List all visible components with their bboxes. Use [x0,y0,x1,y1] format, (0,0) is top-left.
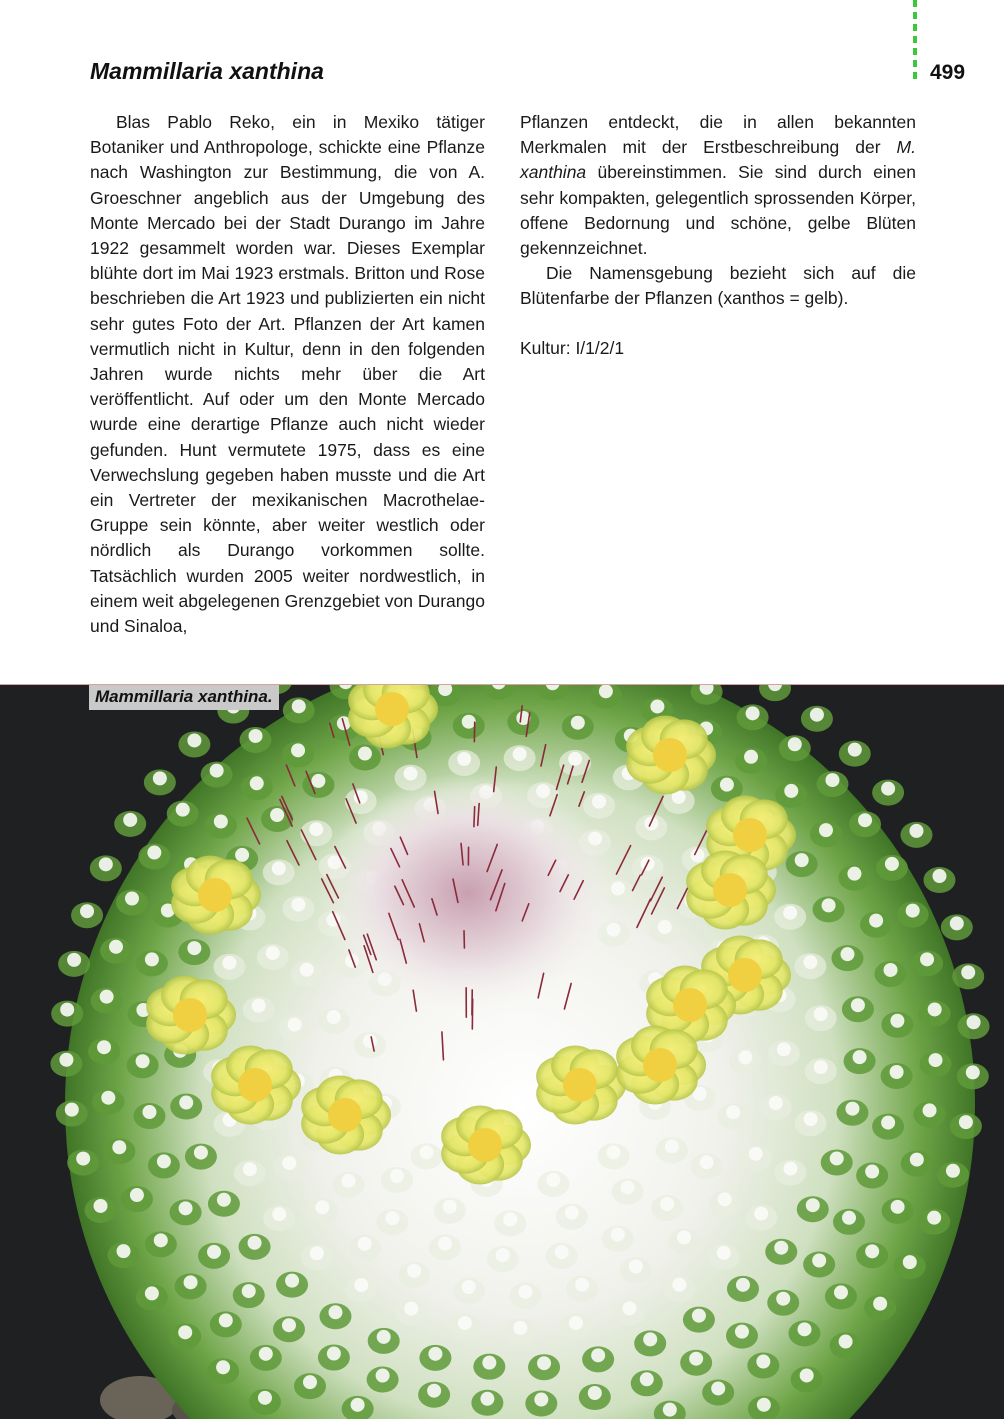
text-column-right [520,110,916,312]
text-column-left [90,110,485,639]
areole-wool [482,1356,496,1370]
areole-wool [891,1200,905,1214]
areole-wool [777,1042,791,1056]
areole-wool [407,1264,421,1278]
areole-wool [910,1153,924,1167]
areole-wool [717,1246,731,1260]
areole-wool [496,1248,510,1262]
areole-wool [757,1398,771,1412]
areole-wool [270,808,284,822]
flower-center [375,692,409,726]
cactus-photo [0,684,1004,1419]
areole-wool [848,743,862,757]
areole-wool [840,947,854,961]
cactus-apex [318,773,618,1013]
areole-wool [677,1230,691,1244]
areole-wool [640,1372,654,1386]
areole-wool [354,1278,368,1292]
page-marker-bar [913,0,917,82]
areole-wool [810,708,824,722]
areole-wool [60,1003,74,1017]
areole-wool [946,1164,960,1178]
areole-wool [328,1305,342,1319]
areole-wool [291,898,305,912]
areole-wool [76,1152,90,1166]
areole-wool [749,1147,763,1161]
areole-wool [250,776,264,790]
areole-wool [142,1105,156,1119]
areole-wool [217,1193,231,1207]
areole-wool [179,1096,193,1110]
areole-wool [769,1096,783,1110]
areole-wool [672,1278,686,1292]
areole-wool [518,1285,532,1299]
areole-wool [534,1393,548,1407]
areole-wool [462,1280,476,1294]
areole-wool [746,706,760,720]
areole-wool [377,1330,391,1344]
areole-wool [906,904,920,918]
areole-wool [125,891,139,905]
areole-wool [272,861,286,875]
areole-wool [438,1237,452,1251]
areole-wool [718,1192,732,1206]
areole-wool [814,1060,828,1074]
areole-wool [358,747,372,761]
areole-wool [219,1313,233,1327]
areole-wool [744,750,758,764]
areole-wool [154,1233,168,1247]
species-name-italic: M. xanthina [520,137,916,182]
areole-wool [458,1316,472,1330]
areole-wool [210,764,224,778]
areole-wool [568,752,582,766]
areole-wool [272,1207,286,1221]
flower-center [728,958,762,992]
areole-wool [97,1040,111,1054]
areole-wool [462,715,476,729]
areole-wool [80,904,94,918]
paragraph: Blas Pablo Reko, ein in Mexiko tätiger Botaniker und Anthropologe, schickte eine Pflanze nach Washington zur Bestimmung, die von A. Groeschner angeblich aus der Umgebung des Monte Mercado bei der Stadt Durango im Jahre 1922 gesammelt worden war. Dieses Exemplar blühte dort im Mai 1923 erstmals. Britton und Rose beschrieben die Art 1923 und publizierten ein nicht sehr gutes Foto der Art. Pflanzen der Art kamen vermutlich nicht in Kultur, denn in den folgenden Jahren wurde nichts mehr über die Art veröffentlicht. Auf oder um den Monte Mercado wurde eine derartige Pflanze auch nicht wieder gefunden. Hunt vermutete 1975, dass es eine Verwechslung gegeben haben musste und die Art ein Vertreter der mexikanischen Macrothelae-Gruppe sein könnte, aber weiter westlich oder nördlich als Durango vorkommen sollte. Tatsächlich wurden 2005 weiter nordwestlich, in einem weit abgelegenen Grenzgebiet von Durango und Sinaloa, [90,110,485,639]
areole-wool [711,1381,725,1395]
areole-wool [184,1275,198,1289]
areole-wool [292,699,306,713]
areole-wool [303,1375,317,1389]
areole-wool [404,767,418,781]
areole-wool [207,1245,221,1259]
flower-center [713,873,747,907]
areole-wool [109,940,123,954]
areole-wool [622,1301,636,1315]
areole-wool [700,1155,714,1169]
areole-wool [222,956,236,970]
areole-wool [376,1369,390,1383]
areole-wool [363,1034,377,1048]
areole-wool [923,1103,937,1117]
paragraph [520,110,916,261]
areole-wool [932,869,946,883]
areole-wool [812,1253,826,1267]
areole-wool [327,1010,341,1024]
areole-wool [513,1321,527,1335]
areole-wool [65,1103,79,1117]
areole-wool [607,1145,621,1159]
areole-wool [806,1198,820,1212]
areole-wool [839,1335,853,1349]
areole-wool [650,699,664,713]
areole-wool [385,1211,399,1225]
areole-wool [569,1316,583,1330]
areole-wool [327,1347,341,1361]
areole-wool [300,963,314,977]
areole-wool [689,1352,703,1366]
areole-wool [252,999,266,1013]
areole-wool [756,1355,770,1369]
areole-wool [928,1002,942,1016]
areole-wool [804,1112,818,1126]
areole-wool [282,1318,296,1332]
areole-wool [660,1197,674,1211]
areole-wool [248,1236,262,1250]
areole-wool [94,1199,108,1213]
areole-wool [869,914,883,928]
areole-wool [774,1241,788,1255]
areole-wool [404,1302,418,1316]
areole-wool [795,853,809,867]
areole-wool [909,824,923,838]
areole-wool [243,1162,257,1176]
areole-wool [187,733,201,747]
areole-wool [592,795,606,809]
areole-wool [825,773,839,787]
areole-wool [830,1151,844,1165]
flower-center [238,1068,272,1102]
areole-wool [663,1403,677,1417]
areole-wool [873,1297,887,1311]
areole-wool [903,1255,917,1269]
areole-wool [503,1212,517,1226]
photo-caption: Mammillaria xanthina. [89,685,279,710]
areole-wool [428,1347,442,1361]
areole-wool [959,1115,973,1129]
flower-center [468,1128,502,1162]
areole-wool [927,1211,941,1225]
areole-wool [390,1169,404,1183]
areole-wool [235,848,249,862]
flower-center [173,998,207,1032]
areole-wool [310,1246,324,1260]
areole-wool [961,965,975,979]
areole-wool [309,822,323,836]
page-number: 499 [930,61,965,85]
areole-wool [291,743,305,757]
culture-code: Kultur: I/1/2/1 [520,338,624,359]
areole-wool [266,946,280,960]
areole-wool [457,752,471,766]
areole-wool [130,1188,144,1202]
areole-wool [865,1165,879,1179]
areole-wool [249,729,263,743]
areole-wool [358,1237,372,1251]
areole-wool [776,1292,790,1306]
areole-wool [822,898,836,912]
spine [474,807,475,827]
areole-wool [194,1146,208,1160]
areole-wool [101,1091,115,1105]
page-title: Mammillaria xanthina [90,58,324,85]
areole-wool [136,1054,150,1068]
flower-center [198,878,232,912]
areole-wool [611,1228,625,1242]
areole-wool [783,906,797,920]
areole-wool [591,1348,605,1362]
areole-wool [754,1207,768,1221]
areole-wool [858,813,872,827]
areole-wool [176,803,190,817]
areole-wool [890,1014,904,1028]
areole-wool [282,1156,296,1170]
areole-wool [117,1244,131,1258]
areole-wool [147,846,161,860]
areole-wool [99,857,113,871]
areole-wool [803,955,817,969]
areole-wool [845,1102,859,1116]
areole-wool [658,920,672,934]
areole-wool [259,1347,273,1361]
areole-wool [853,1050,867,1064]
areole-wool [575,1278,589,1292]
areole-wool [588,1386,602,1400]
areole-wool [565,1206,579,1220]
areole-wool [145,952,159,966]
areole-wool [842,1211,856,1225]
areole-wool [123,813,137,827]
areole-wool [153,771,167,785]
areole-wool [258,1391,272,1405]
areole-wool [738,1050,752,1064]
areole-wool [157,1154,171,1168]
areole-wool [112,1140,126,1154]
areole-wool [621,1180,635,1194]
areole-wool [881,782,895,796]
areole-wool [967,1015,981,1029]
areole-wool [800,1368,814,1382]
areole-wool [720,778,734,792]
flower-center [563,1068,597,1102]
areole-wool [419,1145,433,1159]
areole-wool [443,1200,457,1214]
areole-wool [187,941,201,955]
areole-wool [555,1245,569,1259]
areole-wool [851,998,865,1012]
areole-wool [736,1278,750,1292]
paragraph: Die Namensgebung bezieht sich auf die Blütenfarbe der Pflanzen (xanthos = gelb). [520,261,916,311]
flower-center [328,1098,362,1132]
areole-wool [216,1360,230,1374]
areole-wool [643,1332,657,1346]
areole-wool [920,952,934,966]
flower-center [643,1048,677,1082]
areole-wool [966,1065,980,1079]
flower-center [673,988,707,1022]
areole-wool [513,747,527,761]
cactus-illustration [0,685,1004,1419]
text-run: übereinstimmen. Sie sind durch einen sehr kompakten, gelegentlich sprossenden Körper, offene Bedornung und schöne, gelbe Blüten gekennzeichnet. [520,162,916,258]
flower-center [653,738,687,772]
areole-wool [735,1325,749,1339]
areole-wool [315,1200,329,1214]
flower-center [733,818,767,852]
areole-wool [819,823,833,837]
areole-wool [351,1398,365,1412]
areole-wool [67,953,81,967]
areole-wool [692,1309,706,1323]
areole-wool [784,1162,798,1176]
areole-wool [929,1053,943,1067]
areole-wool [288,1018,302,1032]
areole-wool [178,1325,192,1339]
areole-wool [847,867,861,881]
areole-wool [726,1105,740,1119]
areole-wool [242,1284,256,1298]
areole-wool [546,1173,560,1187]
areole-wool [59,1053,73,1067]
text-run: Pflanzen entdeckt, die in allen bekannten Merkmalen mit der Erstbeschreibung der [520,112,916,157]
areole-wool [311,774,325,788]
areole-wool [788,737,802,751]
areole-wool [834,1285,848,1299]
areole-wool [865,1244,879,1258]
areole-wool [665,1139,679,1153]
areole-wool [629,1259,643,1273]
areole-wool [797,1322,811,1336]
areole-wool [881,1116,895,1130]
areole-wool [571,716,585,730]
areole-wool [885,857,899,871]
areole-wool [784,784,798,798]
areole-wool [341,1174,355,1188]
areole-wool [814,1007,828,1021]
areole-wool [890,1065,904,1079]
areole-wool [537,1356,551,1370]
areole-wool [950,916,964,930]
areole-wool [100,990,114,1004]
areole-wool [884,963,898,977]
areole-wool [285,1274,299,1288]
areole-wool [179,1201,193,1215]
areole-wool [480,1392,494,1406]
areole-wool [145,1286,159,1300]
areole-wool [214,815,228,829]
areole-wool [427,1384,441,1398]
